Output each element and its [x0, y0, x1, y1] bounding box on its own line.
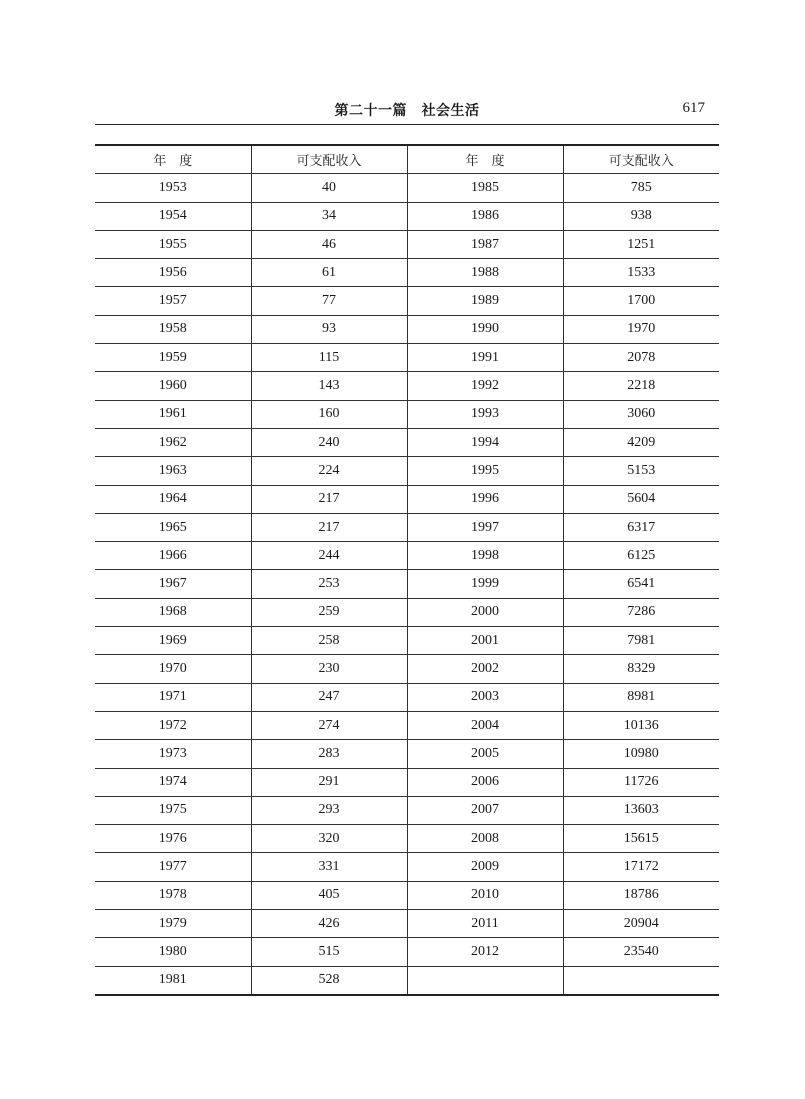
table-row	[95, 711, 719, 739]
year-cell: 1999	[407, 570, 563, 598]
year-cell: 1967	[95, 570, 251, 598]
year-cell: 2009	[407, 853, 563, 881]
year-cell: 1979	[95, 910, 251, 938]
income-cell: 4209	[563, 428, 719, 456]
income-cell: 40	[251, 174, 407, 202]
year-cell: 2007	[407, 796, 563, 824]
year-cell: 1963	[95, 457, 251, 485]
page-number: 617	[682, 100, 705, 116]
year-cell: 1994	[407, 428, 563, 456]
income-cell: 8981	[563, 683, 719, 711]
year-cell: 2008	[407, 825, 563, 853]
year-cell: 2005	[407, 740, 563, 768]
year-cell: 1976	[95, 825, 251, 853]
table-header-row	[95, 145, 719, 174]
year-cell: 1961	[95, 400, 251, 428]
income-cell: 217	[251, 513, 407, 541]
table-row	[95, 853, 719, 881]
table-row	[95, 598, 719, 626]
table-row	[95, 315, 719, 343]
year-cell: 1971	[95, 683, 251, 711]
income-cell: 2078	[563, 344, 719, 372]
income-cell: 15615	[563, 825, 719, 853]
income-cell: 938	[563, 202, 719, 230]
income-cell: 8329	[563, 655, 719, 683]
income-cell: 10980	[563, 740, 719, 768]
income-cell: 405	[251, 881, 407, 909]
year-cell: 1986	[407, 202, 563, 230]
income-cell: 247	[251, 683, 407, 711]
table-row	[95, 740, 719, 768]
table-row	[95, 400, 719, 428]
year-cell: 1960	[95, 372, 251, 400]
year-cell: 1953	[95, 174, 251, 202]
year-cell: 1966	[95, 542, 251, 570]
year-cell: 1965	[95, 513, 251, 541]
column-header-income-right: 可支配收入	[563, 145, 719, 174]
income-cell: 331	[251, 853, 407, 881]
income-cell: 244	[251, 542, 407, 570]
table-row	[95, 655, 719, 683]
year-cell: 1977	[95, 853, 251, 881]
table-row	[95, 344, 719, 372]
income-cell: 283	[251, 740, 407, 768]
income-cell: 160	[251, 400, 407, 428]
income-cell: 528	[251, 966, 407, 995]
table-row	[95, 910, 719, 938]
year-cell: 1956	[95, 259, 251, 287]
income-cell: 259	[251, 598, 407, 626]
year-cell: 1974	[95, 768, 251, 796]
year-cell: 2001	[407, 627, 563, 655]
table-row	[95, 259, 719, 287]
year-cell: 1989	[407, 287, 563, 315]
income-cell: 7981	[563, 627, 719, 655]
year-cell: 1990	[407, 315, 563, 343]
year-cell: 1957	[95, 287, 251, 315]
page-header	[95, 98, 719, 125]
income-cell: 253	[251, 570, 407, 598]
income-cell: 46	[251, 230, 407, 258]
table-row	[95, 174, 719, 202]
column-header-year-right: 年 度	[407, 145, 563, 174]
income-cell: 426	[251, 910, 407, 938]
table-row	[95, 627, 719, 655]
table-row	[95, 881, 719, 909]
income-cell: 5604	[563, 485, 719, 513]
year-cell: 1962	[95, 428, 251, 456]
table-row	[95, 372, 719, 400]
income-cell: 224	[251, 457, 407, 485]
year-cell: 1973	[95, 740, 251, 768]
table-row	[95, 570, 719, 598]
income-cell: 20904	[563, 910, 719, 938]
year-cell: 2006	[407, 768, 563, 796]
income-cell: 240	[251, 428, 407, 456]
year-cell: 1954	[95, 202, 251, 230]
income-cell: 17172	[563, 853, 719, 881]
table-row	[95, 513, 719, 541]
year-cell: 2003	[407, 683, 563, 711]
income-cell: 6317	[563, 513, 719, 541]
year-cell: 2012	[407, 938, 563, 966]
income-cell: 785	[563, 174, 719, 202]
income-cell: 93	[251, 315, 407, 343]
year-cell: 1988	[407, 259, 563, 287]
income-cell: 3060	[563, 400, 719, 428]
column-header-income-left: 可支配收入	[251, 145, 407, 174]
income-cell: 274	[251, 711, 407, 739]
income-cell: 13603	[563, 796, 719, 824]
year-cell: 1991	[407, 344, 563, 372]
income-cell: 6541	[563, 570, 719, 598]
year-cell: 2002	[407, 655, 563, 683]
column-header-year-left: 年 度	[95, 145, 251, 174]
year-cell: 1969	[95, 627, 251, 655]
income-cell: 217	[251, 485, 407, 513]
table-row	[95, 457, 719, 485]
table-row	[95, 825, 719, 853]
year-cell: 1981	[158, 972, 187, 988]
year-cell: 1955	[95, 230, 251, 258]
year-cell: 1996	[407, 485, 563, 513]
income-cell: 258	[251, 627, 407, 655]
year-cell: 1964	[95, 485, 251, 513]
year-cell: 1970	[95, 655, 251, 683]
year-cell: 1975	[95, 796, 251, 824]
table-row	[95, 966, 719, 995]
income-cell: 515	[251, 938, 407, 966]
table-row	[95, 938, 719, 966]
year-cell: 1987	[407, 230, 563, 258]
table-row	[95, 542, 719, 570]
year-cell: 1968	[95, 598, 251, 626]
income-cell: 7286	[563, 598, 719, 626]
year-cell: 2004	[407, 711, 563, 739]
year-cell: 1995	[407, 457, 563, 485]
income-table	[95, 144, 719, 996]
year-cell: 2000	[407, 598, 563, 626]
income-cell: 23540	[563, 938, 719, 966]
year-cell: 1985	[407, 174, 563, 202]
income-cell: 5153	[563, 457, 719, 485]
table-body	[95, 174, 719, 995]
year-cell: 2010	[407, 881, 563, 909]
income-cell: 320	[251, 825, 407, 853]
income-cell: 1700	[563, 287, 719, 315]
table-row	[95, 287, 719, 315]
income-cell: 6125	[563, 542, 719, 570]
income-cell: 115	[251, 344, 407, 372]
table-row	[95, 683, 719, 711]
year-cell: 1980	[95, 938, 251, 966]
income-cell: 230	[251, 655, 407, 683]
income-cell: 34	[251, 202, 407, 230]
income-cell: 61	[251, 259, 407, 287]
income-cell: 291	[251, 768, 407, 796]
table-row	[95, 796, 719, 824]
year-cell: 1993	[407, 400, 563, 428]
table-row	[95, 230, 719, 258]
income-cell: 77	[251, 287, 407, 315]
income-cell: 2218	[563, 372, 719, 400]
income-cell: 1251	[563, 230, 719, 258]
income-cell: 18786	[563, 881, 719, 909]
income-cell: 143	[251, 372, 407, 400]
year-cell: 1992	[407, 372, 563, 400]
income-cell: 293	[251, 796, 407, 824]
income-cell: 1970	[563, 315, 719, 343]
table-row	[95, 768, 719, 796]
year-cell: 1997	[407, 513, 563, 541]
year-cell: 2011	[407, 910, 563, 938]
table-row	[95, 428, 719, 456]
year-cell: 1998	[407, 542, 563, 570]
income-cell: 1533	[563, 259, 719, 287]
table-row	[95, 202, 719, 230]
year-cell: 1958	[95, 315, 251, 343]
year-cell: 1972	[95, 711, 251, 739]
income-cell: 11726	[563, 768, 719, 796]
income-cell	[563, 966, 719, 995]
table-row	[95, 485, 719, 513]
income-cell: 10136	[563, 711, 719, 739]
running-title: 第二十一篇 社会生活	[334, 103, 480, 119]
year-cell	[407, 966, 563, 995]
year-cell: 1978	[95, 881, 251, 909]
year-cell: 1959	[95, 344, 251, 372]
